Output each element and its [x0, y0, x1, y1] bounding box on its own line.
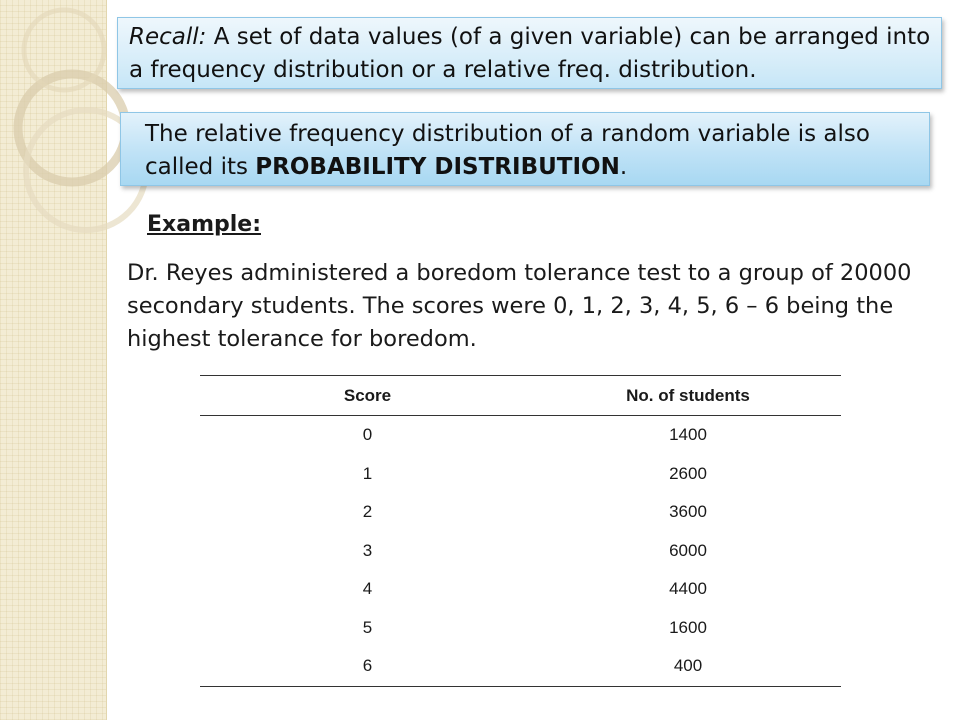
cell-students: 1400 — [669, 425, 707, 445]
cell-score: 5 — [362, 617, 373, 637]
table-header-row — [200, 376, 841, 416]
table-row — [200, 455, 841, 494]
header-score: Score — [343, 385, 392, 405]
recall-text: A set of data values (of a given variable) can be arranged into a frequency distribution or a relative freq. distribution. — [129, 24, 931, 83]
table-row — [200, 532, 841, 571]
cell-students: 400 — [673, 656, 703, 676]
table-row — [200, 647, 841, 686]
cell-score: 4 — [362, 579, 373, 599]
cell-students: 1600 — [669, 617, 707, 637]
table-row — [200, 570, 841, 609]
cell-score: 1 — [362, 463, 373, 483]
recall-lead: Recall: — [129, 24, 207, 50]
recall-callout — [117, 17, 942, 89]
probability-text: The relative frequency distribution of a random variable is also called its — [145, 121, 870, 180]
cell-score: 3 — [362, 540, 373, 560]
decorative-side-strip — [0, 0, 107, 720]
cell-score: 6 — [362, 656, 373, 676]
table-row — [200, 609, 841, 648]
cell-students: 6000 — [669, 540, 707, 560]
cell-score: 0 — [362, 425, 373, 445]
example-paragraph: Dr. Reyes administered a boredom tolerance test to a group of 20000 secondary students. The scores were 0, 1, 2, 3, 4, 5, 6 – 6 being the highest tolerance for boredom. — [127, 260, 912, 352]
probability-trail: . — [619, 154, 628, 180]
header-no-of-students: No. of students — [626, 385, 750, 405]
table-row — [200, 493, 841, 532]
table-row — [200, 416, 841, 455]
cell-students: 4400 — [669, 579, 707, 599]
cell-students: 2600 — [669, 463, 707, 483]
example-heading: Example: — [147, 212, 261, 237]
probability-emphasis: PROBABILITY DISTRIBUTION — [255, 154, 620, 180]
cell-students: 3600 — [669, 502, 707, 522]
score-frequency-table — [200, 375, 841, 687]
cell-score: 2 — [362, 502, 373, 522]
probability-distribution-callout — [120, 112, 930, 186]
